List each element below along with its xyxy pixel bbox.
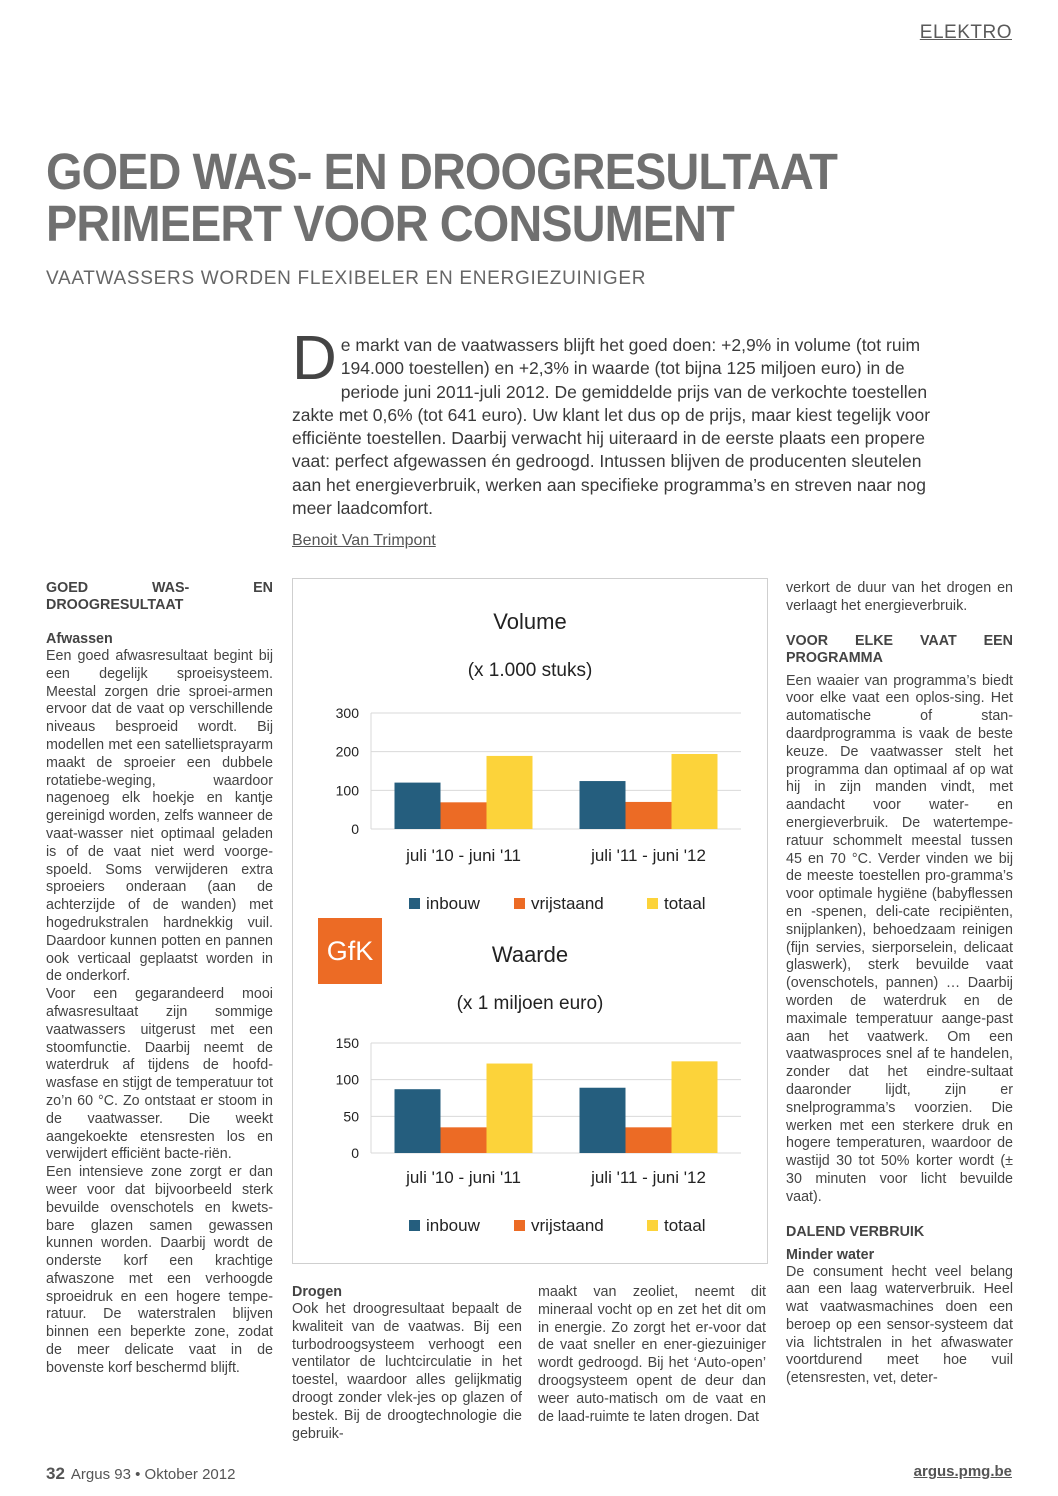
- paragraph: Een goed afwasresultaat begint bij een degelijk sproeisysteem. Meestal zorgen drie sproei-armen ervoor dat de vaat op verschillende niveaus besproeid wordt. Bij modellen met een satellietsprayarm maakt de sproeier een dubbele rotatiebe-weging, waardoor nagenoeg elk hoekje en kantje gereinigd worden, zelfs wanneer de vaat-wasser niet optimaal geladen is of de vaat niet werd voorge-spoeld. Soms verwijderen extra sproeiers onderaan (aan de achterzijde of de wanden) met hogedrukstralen hardnekkig vuil. Daardoor kunnen potten en pannen ook verticaal geplaatst worden in de onderkorf.: [46, 648, 273, 985]
- y-tick-label: 100: [335, 782, 359, 799]
- legend-swatch: [514, 898, 525, 909]
- paragraph: Voor een gegarandeerd mooi afwasresultaat zijn sommige vaatwassers uitgerust met een stoomfunctie. Daarbij neemt de waterdruk af tijdens de hoofd-wasfase en stijgt de temperatuur tot zo’n 60 °C. Zo ontstaat er stoom in de vaatwasser. Die weekt aangekoekte etensresten los en verwijdert efficiënt bacte-riën.: [46, 986, 273, 1163]
- y-tick-label: 50: [343, 1108, 359, 1125]
- bar-totaal: [672, 754, 718, 829]
- paragraph: Ook het droogresultaat bepaalt de kwaliteit van de vaatwas. Bij een turbodroogsysteem verhoogt een ventilator de luchtcirculatie in het toestel, waardoor alles gelijkmatig droogt zonder vlek-jes op glazen of bestek. Bij de droogtechnologie die gebruik-: [292, 1301, 522, 1442]
- legend-label: inbouw: [426, 1216, 480, 1235]
- legend-label: vrijstaand: [531, 1216, 604, 1235]
- drop-cap: D: [292, 324, 337, 393]
- column-4: [786, 580, 1013, 1388]
- chart-subtitle: (x 1.000 stuks): [467, 660, 593, 681]
- paragraph: Een waaier van programma’s biedt voor elke vaat een oplos-sing. Het automatische of stan-daardprogramma is vaak de beste keuze. De vaatwasser stelt het programma dan optimaal af op wat hij in zijn manden vindt, met aandacht voor water- en energieverbruik. De watertempe-ratuur schommelt meestal tussen 45 en 70 °C. Verder vinden we bij de meeste toestellen pro-gramma’s voor optimale hygiëne (babyflessen en -spenen, deli-cate recipiënten, snijplanken), behoedzaam reinigen (fijn servies, sierporselein, delicaat glaswerk), sterk bevuilde vaat (ovenschotels, pannen) … Daarbij worden de waterdruk en de maximale temperatuur aange-past aan het vaatwerk. Om een vaatwasproces snel af te handelen, zonder dat het eindre-sultaat daaronder lijdt, zijn er snelprogramma’s voorzien. Die werken met een sterkere druk en hogere temperaturen, waardoor de wastijd 30 tot 50% korter wordt (± 30 minuten voor licht bevuilde vaat).: [786, 672, 1013, 1205]
- column-1: [46, 580, 273, 1378]
- article-title: GOED WAS- EN DROOGRESULTAAT PRIMEERT VOOR CONSUMENT: [46, 143, 838, 252]
- legend-label: inbouw: [426, 894, 480, 913]
- paragraph: maakt van zeoliet, neemt dit mineraal vocht op en zet het dit om in energie. Zo zorgt het er-voor dat de vaat sneller en ener-giezuiniger wordt gedroogd. Bij het ‘Auto-open’ droogsysteem opent de deur dan weer auto-matisch om de vaat en de laad-ruimte te laten drogen. Dat: [538, 1284, 766, 1425]
- legend-swatch: [647, 898, 658, 909]
- legend-swatch: [647, 1220, 658, 1231]
- column-2: [292, 1284, 522, 1443]
- legend-swatch: [514, 1220, 525, 1231]
- chart-title: Volume: [493, 609, 567, 634]
- paragraph: De consument hecht veel belang aan een laag waterverbruik. Heel wat vaatwasmachines doen een beroep op een sensor-systeem dat via lichtstralen in het afwaswater voortdurend meet hoe vuil (etensresten, vet, deter-: [786, 1263, 1013, 1387]
- bar-vrijstaand: [626, 1127, 672, 1153]
- section-heading: VOOR ELKE VAAT EEN PROGRAMMA: [786, 632, 1013, 666]
- x-category-label: juli '10 - juni '11: [406, 846, 521, 865]
- author-byline[interactable]: Benoit Van Trimpont: [292, 532, 436, 549]
- bar-totaal: [672, 1061, 718, 1153]
- lead-text: e markt van de vaatwassers blijft het goed doen: +2,9% in volume (tot ruim 194.000 toestellen) en +2,3% in waarde (tot bijna 125 miljoen euro) in de periode juni 2011-juli 2012. De gemiddelde prijs van de verkochte toestellen zakte met 0,6% (tot 641 euro). Uw klant let dus op de prijs, maar kiest tegelijk voor efficiënte toestellen. Daarbij verwacht hij uiteraard in de eerste plaats een propere vaat: perfect afgewassen én gedroogd. Intussen blijven de producenten sleutelen aan het energieverbruik, werken aan specifieke programma’s en streven naar nog meer laadcomfort.: [292, 335, 931, 519]
- footer-issue: [46, 1464, 235, 1484]
- chart-title: Waarde: [491, 942, 569, 967]
- paragraph: Een intensieve zone zorgt er dan weer voor dat bijvoorbeeld sterk bevuilde ovenschotels en kwets-bare glazen samen gewassen kunnen worden. Daarbij wordt de onderste korf een krachtige afwaszone met een verhoogde sproeidruk en een hogere tempe-ratuur. De waterstralen blijven binnen een beperkte zone, zodat de meer delicate vaat in de bovenste korf beschermd blijft.: [46, 1164, 273, 1376]
- subheading: Drogen: [292, 1284, 343, 1300]
- bar-inbouw: [580, 1088, 626, 1153]
- footer-url-link[interactable]: argus.pmg.be: [913, 1463, 1012, 1480]
- section-heading: GOED WAS- EN DROOGRESULTAAT: [46, 580, 273, 613]
- chart-subtitle: (x 1 miljoen euro): [456, 993, 604, 1014]
- issue-info: Argus 93 • Oktober 2012: [70, 1466, 236, 1483]
- legend-label: vrijstaand: [531, 894, 604, 913]
- section-heading: DALEND VERBRUIK: [786, 1223, 925, 1240]
- lead-paragraph: [292, 324, 932, 520]
- legend-label: totaal: [664, 1216, 706, 1235]
- y-tick-label: 0: [351, 821, 359, 837]
- bar-vrijstaand: [626, 802, 672, 829]
- bar-inbouw: [395, 783, 441, 829]
- y-tick-label: 150: [335, 1035, 359, 1051]
- legend-swatch: [409, 898, 420, 909]
- legend-label: totaal: [664, 894, 706, 913]
- legend-swatch: [409, 1220, 420, 1231]
- article-subtitle: VAATWASSERS WORDEN FLEXIBELER EN ENERGIEZUINIGER: [46, 268, 647, 289]
- x-category-label: juli '11 - juni '12: [591, 846, 706, 865]
- bar-inbouw: [580, 781, 626, 829]
- section-tag: ELEKTRO: [919, 22, 1012, 43]
- subheading: Minder water: [786, 1246, 875, 1263]
- subheading: Afwassen: [46, 631, 113, 647]
- y-tick-label: 200: [335, 743, 359, 760]
- gfk-logo: GfK: [318, 918, 382, 984]
- column-3: [538, 1284, 766, 1426]
- paragraph: verkort de duur van het drogen en verlaagt het energieverbruik.: [786, 580, 1013, 614]
- x-category-label: juli '11 - juni '12: [591, 1168, 706, 1187]
- bar-inbouw: [395, 1089, 441, 1153]
- bar-totaal: [487, 756, 533, 829]
- page-number: 32: [46, 1464, 65, 1483]
- y-tick-label: 0: [351, 1145, 359, 1161]
- x-category-label: juli '10 - juni '11: [406, 1168, 521, 1187]
- bar-vrijstaand: [441, 802, 487, 829]
- y-tick-label: 300: [335, 705, 359, 721]
- bar-totaal: [487, 1064, 533, 1153]
- y-tick-label: 100: [335, 1071, 359, 1088]
- bar-vrijstaand: [441, 1127, 487, 1153]
